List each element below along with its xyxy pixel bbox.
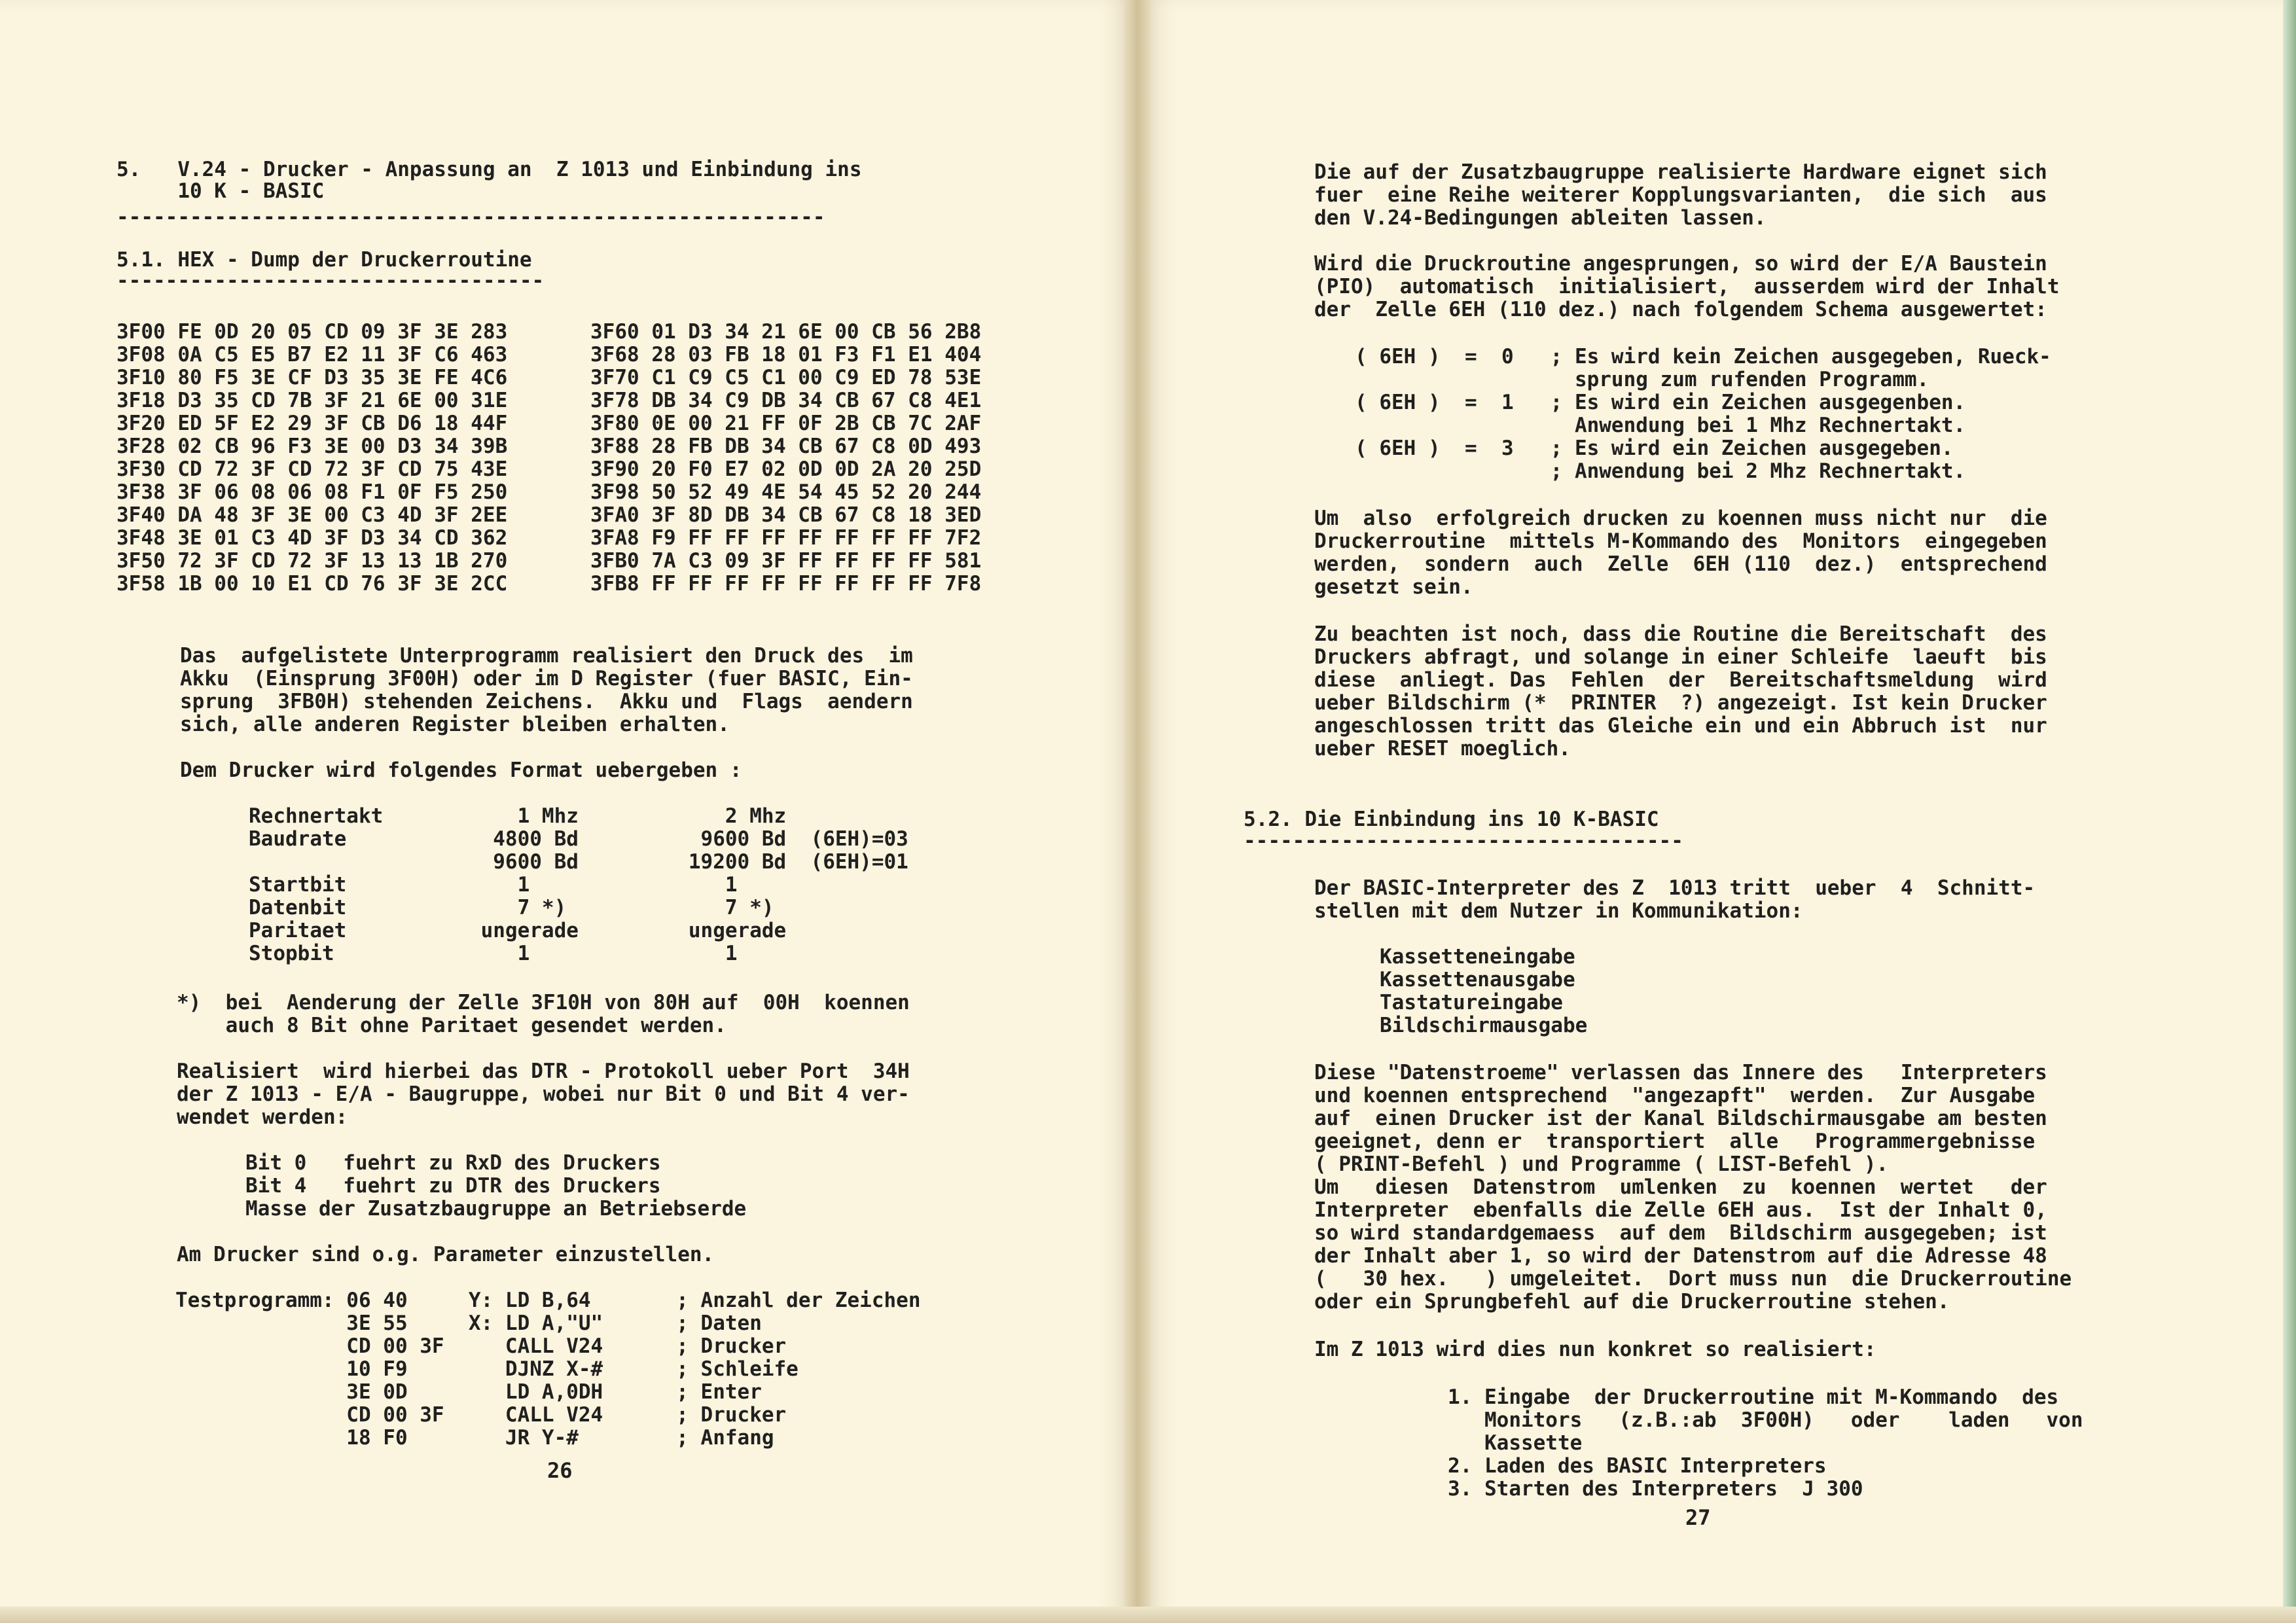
text-line: fuer eine Reihe weiterer Kopplungsvarianten, die sich aus bbox=[1314, 183, 2047, 207]
hex-line: 3F50 72 3F CD 72 3F 13 13 1B 270 bbox=[117, 549, 508, 573]
text-line: sich, alle anderen Register bleiben erhalten. bbox=[180, 713, 730, 736]
text-line: Diese "Datenstroeme" verlassen das Innere des Interpreters bbox=[1314, 1061, 2047, 1084]
hex-line: 3F78 DB 34 C9 DB 34 CB 67 C8 4E1 bbox=[590, 389, 982, 412]
hex-line: 3FB8 FF FF FF FF FF FF FF FF 7F8 bbox=[590, 572, 982, 596]
text-line: ueber Bildschirm (* PRINTER ?) angezeigt. Ist kein Drucker bbox=[1314, 691, 2047, 715]
hex-line: 3F08 0A C5 E5 B7 E2 11 3F C6 463 bbox=[117, 343, 508, 366]
hex-line: 3F00 FE 0D 20 05 CD 09 3F 3E 283 bbox=[117, 320, 508, 344]
list-item: Bit 4 fuehrt zu DTR des Druckers bbox=[245, 1174, 661, 1198]
code-line: CD 00 3F CALL V24 ; Drucker bbox=[175, 1334, 787, 1358]
code-line: 18 F0 JR Y-# ; Anfang bbox=[175, 1426, 774, 1450]
text-line: Akku (Einsprung 3F00H) oder im D Register (fuer BASIC, Ein- bbox=[180, 667, 913, 690]
subsection-rule-5-1: ----------------------------------- bbox=[117, 269, 545, 293]
book-gutter bbox=[1124, 0, 1151, 1623]
text-line: stellen mit dem Nutzer in Kommunikation: bbox=[1314, 899, 1803, 923]
text-line: der Zelle 6EH (110 dez.) nach folgendem Schema ausgewertet: bbox=[1314, 298, 2047, 321]
text-line: ueber RESET moeglich. bbox=[1314, 737, 1571, 760]
text-line: auch 8 Bit ohne Paritaet gesendet werden. bbox=[177, 1014, 726, 1037]
text-line: Interpreter ebenfalls die Zelle 6EH aus. Ist der Inhalt 0, bbox=[1314, 1198, 2047, 1222]
hex-line: 3F38 3F 06 08 06 08 F1 0F F5 250 bbox=[117, 480, 508, 504]
text-line: den V.24-Bedingungen ableiten lassen. bbox=[1314, 206, 1767, 230]
text-line: Realisiert wird hierbei das DTR - Protokoll ueber Port 34H bbox=[177, 1060, 910, 1083]
code-line: Testprogramm: 06 40 Y: LD B,64 ; Anzahl der Zeichen bbox=[175, 1289, 921, 1312]
format-intro: Dem Drucker wird folgendes Format uebergeben : bbox=[180, 758, 742, 782]
text-line: Um diesen Datenstrom umlenken zu koennen wertet der bbox=[1314, 1175, 2047, 1199]
schema-line: Anwendung bei 1 Mhz Rechnertakt. bbox=[1355, 414, 1966, 437]
hex-line: 3F40 DA 48 3F 3E 00 C3 4D 3F 2EE bbox=[117, 503, 508, 527]
list-item: 3. Starten des Interpreters J 300 bbox=[1448, 1477, 1863, 1501]
text-line: *) bei Aenderung der Zelle 3F10H von 80H auf 00H koennen bbox=[177, 991, 910, 1014]
paragraph-realisiert: Im Z 1013 wird dies nun konkret so realisiert: bbox=[1314, 1338, 1876, 1361]
text-line: Druckers abfragt, und solange in einer Schleife laeuft bis bbox=[1314, 645, 2047, 669]
page-edge-right bbox=[2283, 0, 2296, 1623]
list-item: Kassetteneingabe bbox=[1380, 945, 1575, 969]
hex-line: 3F90 20 F0 E7 02 0D 0D 2A 20 25D bbox=[590, 457, 982, 481]
text-line: Das aufgelistete Unterprogramm realisiert den Druck des im bbox=[180, 644, 913, 668]
hex-line: 3F58 1B 00 10 E1 CD 76 3F 3E 2CC bbox=[117, 572, 508, 596]
list-item: 2. Laden des BASIC Interpreters bbox=[1448, 1454, 1827, 1478]
text-line: (PIO) automatisch initialisiert, ausserdem wird der Inhalt bbox=[1314, 275, 2060, 298]
text-line: und koennen entsprechend "angezapft" werden. Zur Ausgabe bbox=[1314, 1084, 2036, 1107]
hex-line: 3F68 28 03 FB 18 01 F3 F1 E1 404 bbox=[590, 343, 982, 366]
table-row: 9600 Bd 19200 Bd (6EH)=01 bbox=[249, 850, 908, 874]
schema-line: sprung zum rufenden Programm. bbox=[1355, 368, 1929, 391]
hex-line: 3F10 80 F5 3E CF D3 35 3E FE 4C6 bbox=[117, 366, 508, 389]
text-line: Zu beachten ist noch, dass die Routine die Bereitschaft des bbox=[1314, 622, 2047, 646]
text-line: ( PRINT-Befehl ) und Programme ( LIST-Befehl ). bbox=[1314, 1152, 1889, 1176]
text-line: Wird die Druckroutine angesprungen, so wird der E/A Baustein bbox=[1314, 252, 2047, 276]
hex-line: 3F48 3E 01 C3 4D 3F D3 34 CD 362 bbox=[117, 526, 508, 550]
text-line: so wird standardgemaess auf dem Bildschirm ausgegeben; ist bbox=[1314, 1221, 2047, 1245]
text-line: wendet werden: bbox=[177, 1105, 348, 1129]
hex-line: 3F28 02 CB 96 F3 3E 00 D3 34 39B bbox=[117, 435, 508, 458]
code-line: 3E 55 X: LD A,"U" ; Daten bbox=[175, 1311, 762, 1335]
text-line: gesetzt sein. bbox=[1314, 575, 1473, 599]
list-item: 1. Eingabe der Druckerroutine mit M-Kommando des bbox=[1448, 1385, 2059, 1409]
text-line: sprung 3FB0H) stehenden Zeichens. Akku und Flags aendern bbox=[180, 690, 913, 713]
text-line: ( 30 hex. ) umgeleitet. Dort muss nun die Druckerroutine bbox=[1314, 1267, 2072, 1291]
code-line: 10 F9 DJNZ X-# ; Schleife bbox=[175, 1357, 798, 1381]
text-line: Um also erfolgreich drucken zu koennen muss nicht nur die bbox=[1314, 507, 2047, 530]
subsection-title-5-2: 5.2. Die Einbindung ins 10 K-BASIC bbox=[1244, 808, 1659, 831]
text-line: auf einen Drucker ist der Kanal Bildschirmausgabe am besten bbox=[1314, 1107, 2047, 1130]
list-item: Kassette bbox=[1448, 1431, 1583, 1455]
hex-line: 3F98 50 52 49 4E 54 45 52 20 244 bbox=[590, 480, 982, 504]
section-title-line2: 10 K - BASIC bbox=[117, 179, 325, 203]
schema-line: ( 6EH ) = 0 ; Es wird kein Zeichen ausgegeben, Rueck- bbox=[1355, 345, 2051, 368]
list-item: Monitors (z.B.:ab 3F00H) oder laden von bbox=[1448, 1408, 2083, 1432]
hex-line: 3F70 C1 C9 C5 C1 00 C9 ED 78 53E bbox=[590, 366, 982, 389]
table-row: Baudrate 4800 Bd 9600 Bd (6EH)=03 bbox=[249, 827, 908, 851]
text-line: Druckerroutine mittels M-Kommando des Monitors eingegeben bbox=[1314, 529, 2047, 553]
paragraph-parameter: Am Drucker sind o.g. Parameter einzustellen. bbox=[177, 1243, 715, 1266]
code-line: CD 00 3F CALL V24 ; Drucker bbox=[175, 1403, 787, 1427]
subsection-rule-5-2: ------------------------------------ bbox=[1244, 829, 1683, 853]
text-line: Die auf der Zusatzbaugruppe realisierte Hardware eignet sich bbox=[1314, 160, 2047, 184]
text-line: der Inhalt aber 1, so wird der Datenstrom auf die Adresse 48 bbox=[1314, 1244, 2047, 1268]
list-item: Kassettenausgabe bbox=[1380, 968, 1575, 991]
table-row: Rechnertakt 1 Mhz 2 Mhz bbox=[249, 804, 787, 828]
hex-line: 3F88 28 FB DB 34 CB 67 C8 0D 493 bbox=[590, 435, 982, 458]
hex-line: 3FB0 7A C3 09 3F FF FF FF FF 581 bbox=[590, 549, 982, 573]
subsection-title-5-1: 5.1. HEX - Dump der Druckerroutine bbox=[117, 248, 532, 272]
hex-line: 3F20 ED 5F E2 29 3F CB D6 18 44F bbox=[117, 412, 508, 435]
list-item: Bit 0 fuehrt zu RxD des Druckers bbox=[245, 1151, 661, 1175]
text-line: geeignet, denn er transportiert alle Programmergebnisse bbox=[1314, 1130, 2036, 1153]
code-line: 3E 0D LD A,0DH ; Enter bbox=[175, 1380, 762, 1404]
list-item: Tastatureingabe bbox=[1380, 991, 1563, 1014]
list-item: Masse der Zusatzbaugruppe an Betriebserde bbox=[245, 1197, 747, 1221]
text-line: oder ein Sprungbefehl auf die Druckerroutine stehen. bbox=[1314, 1290, 1950, 1313]
hex-line: 3F30 CD 72 3F CD 72 3F CD 75 43E bbox=[117, 457, 508, 481]
section-title-line1: 5. V.24 - Drucker - Anpassung an Z 1013 und Einbindung ins bbox=[117, 158, 862, 181]
text-line: Der BASIC-Interpreter des Z 1013 tritt ueber 4 Schnitt- bbox=[1314, 876, 2036, 900]
page-edge-bottom bbox=[0, 1607, 2296, 1623]
text-line: diese anliegt. Das Fehlen der Bereitschaftsmeldung wird bbox=[1314, 668, 2047, 692]
schema-line: ( 6EH ) = 3 ; Es wird ein Zeichen ausgegeben. bbox=[1355, 437, 1954, 460]
schema-line: ( 6EH ) = 1 ; Es wird ein Zeichen ausgegenben. bbox=[1355, 391, 1966, 414]
hex-line: 3F80 0E 00 21 FF 0F 2B CB 7C 2AF bbox=[590, 412, 982, 435]
hex-line: 3FA0 3F 8D DB 34 CB 67 C8 18 3ED bbox=[590, 503, 982, 527]
table-row: Startbit 1 1 bbox=[249, 873, 738, 897]
list-item: Bildschirmausgabe bbox=[1380, 1014, 1588, 1037]
table-row: Paritaet ungerade ungerade bbox=[249, 919, 787, 942]
text-line: angeschlossen tritt das Gleiche ein und ein Abbruch ist nur bbox=[1314, 714, 2047, 738]
hex-line: 3FA8 F9 FF FF FF FF FF FF FF 7F2 bbox=[590, 526, 982, 550]
text-line: werden, sondern auch Zelle 6EH (110 dez.) entsprechend bbox=[1314, 552, 2047, 576]
hex-line: 3F60 01 D3 34 21 6E 00 CB 56 2B8 bbox=[590, 320, 982, 344]
page-number-right: 27 bbox=[1685, 1505, 1711, 1530]
table-row: Stopbit 1 1 bbox=[249, 942, 738, 965]
hex-line: 3F18 D3 35 CD 7B 3F 21 6E 00 31E bbox=[117, 389, 508, 412]
section-rule: ---------------------------------------------------------- bbox=[117, 205, 825, 229]
page-number-left: 26 bbox=[547, 1458, 573, 1483]
text-line: der Z 1013 - E/A - Baugruppe, wobei nur Bit 0 und Bit 4 ver- bbox=[177, 1082, 910, 1106]
table-row: Datenbit 7 *) 7 *) bbox=[249, 896, 774, 919]
schema-line: ; Anwendung bei 2 Mhz Rechnertakt. bbox=[1355, 459, 1966, 483]
